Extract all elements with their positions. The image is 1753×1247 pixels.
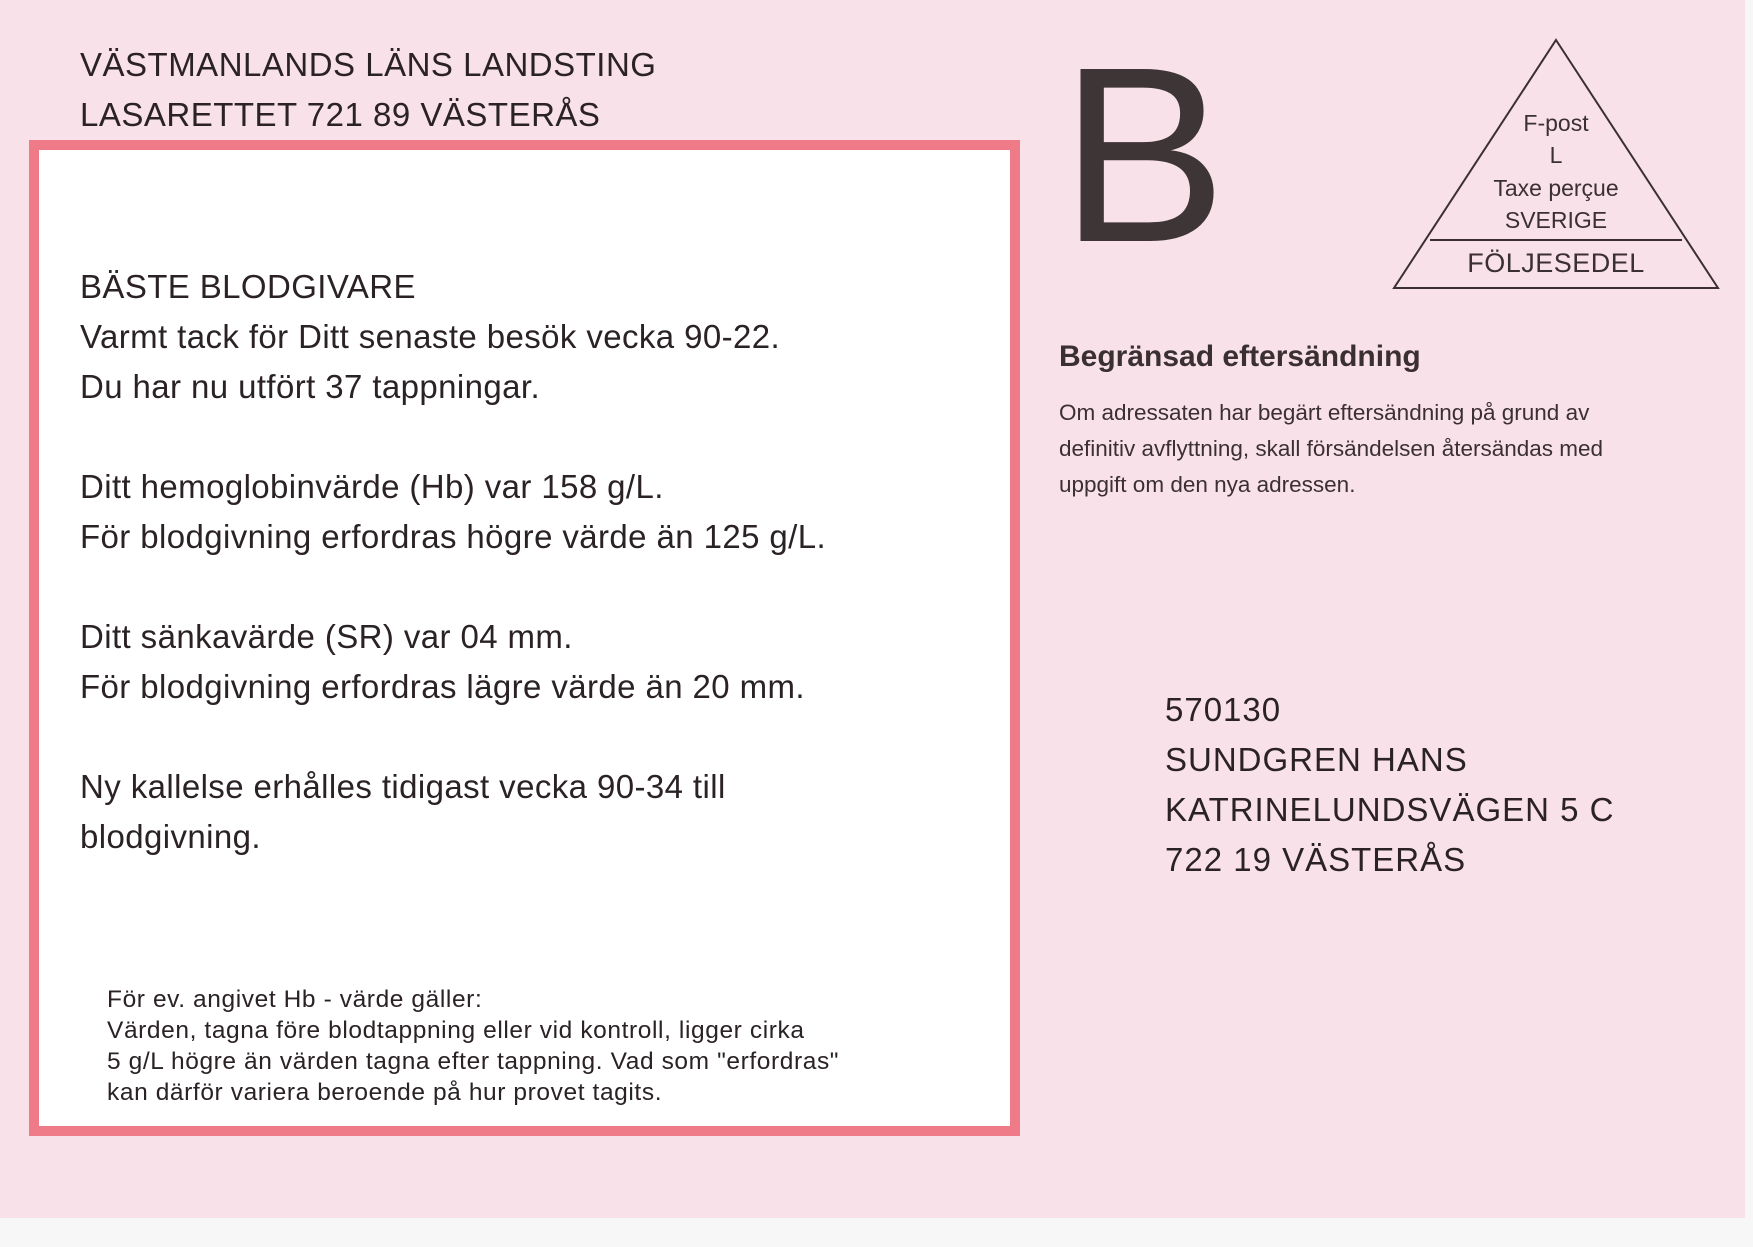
sr-requirement: För blodgivning erfordras lägre värde än 20 mm. [80, 668, 805, 705]
stamp-line-1: F-post [1523, 110, 1589, 136]
forwarding-line-3: uppgift om den nya adressen. [1059, 472, 1356, 497]
donation-count: Du har nu utfört 37 tappningar. [80, 368, 541, 405]
stamp-line-4: SVERIGE [1504, 207, 1608, 233]
stamp-line-2: L [1549, 142, 1563, 168]
message-body [80, 262, 826, 862]
next-call-line-2: blodgivning. [80, 818, 261, 855]
thanks-line: Varmt tack för Ditt senaste besök vecka 90-22. [80, 318, 781, 355]
forwarding-line-2: definitiv avflyttning, skall försändelsen återsändas med [1059, 436, 1604, 461]
sender-line-1: VÄSTMANLANDS LÄNS LANDSTING [80, 46, 657, 83]
hb-value: Ditt hemoglobinvärde (Hb) var 158 g/L. [80, 468, 664, 505]
hb-requirement: För blodgivning erfordras högre värde än 125 g/L. [80, 518, 827, 555]
sender-line-2: LASARETTET 721 89 VÄSTERÅS [80, 96, 601, 133]
note-line-1: För ev. angivet Hb - värde gäller: [107, 986, 483, 1013]
postage-class-letter: B [1060, 15, 1227, 294]
forwarding-text [1059, 395, 1603, 503]
paragraph-hb [80, 462, 826, 562]
note-line-2: Värden, tagna före blodtappning eller vid kontroll, ligger cirka [107, 1017, 805, 1044]
note-line-3: 5 g/L högre än värden tagna efter tappning. Vad som "erfordras" [107, 1048, 840, 1075]
paragraph-greeting [80, 262, 826, 412]
recipient-name: SUNDGREN HANS [1165, 741, 1468, 778]
stamp-footer: FÖLJESEDEL [1467, 248, 1645, 278]
forwarding-line-1: Om adressaten har begärt eftersändning på grund av [1059, 400, 1590, 425]
paragraph-next-call [80, 762, 826, 862]
sr-value: Ditt sänkavärde (SR) var 04 mm. [80, 618, 573, 655]
stamp-line-3: Taxe perçue [1493, 175, 1619, 201]
sender-address [80, 40, 656, 140]
note-line-4: kan därför variera beroende på hur provet tagits. [107, 1079, 663, 1106]
greeting: BÄSTE BLODGIVARE [80, 268, 416, 305]
recipient-street: KATRINELUNDSVÄGEN 5 C [1165, 791, 1615, 828]
next-call-line-1: Ny kallelse erhålles tidigast vecka 90-34 till [80, 768, 726, 805]
paragraph-sr [80, 612, 826, 712]
recipient-id: 570130 [1165, 691, 1282, 728]
recipient-city: 722 19 VÄSTERÅS [1165, 841, 1467, 878]
hb-note [107, 984, 839, 1108]
forwarding-title: Begränsad eftersändning [1059, 340, 1421, 373]
recipient-address [1165, 685, 1614, 885]
